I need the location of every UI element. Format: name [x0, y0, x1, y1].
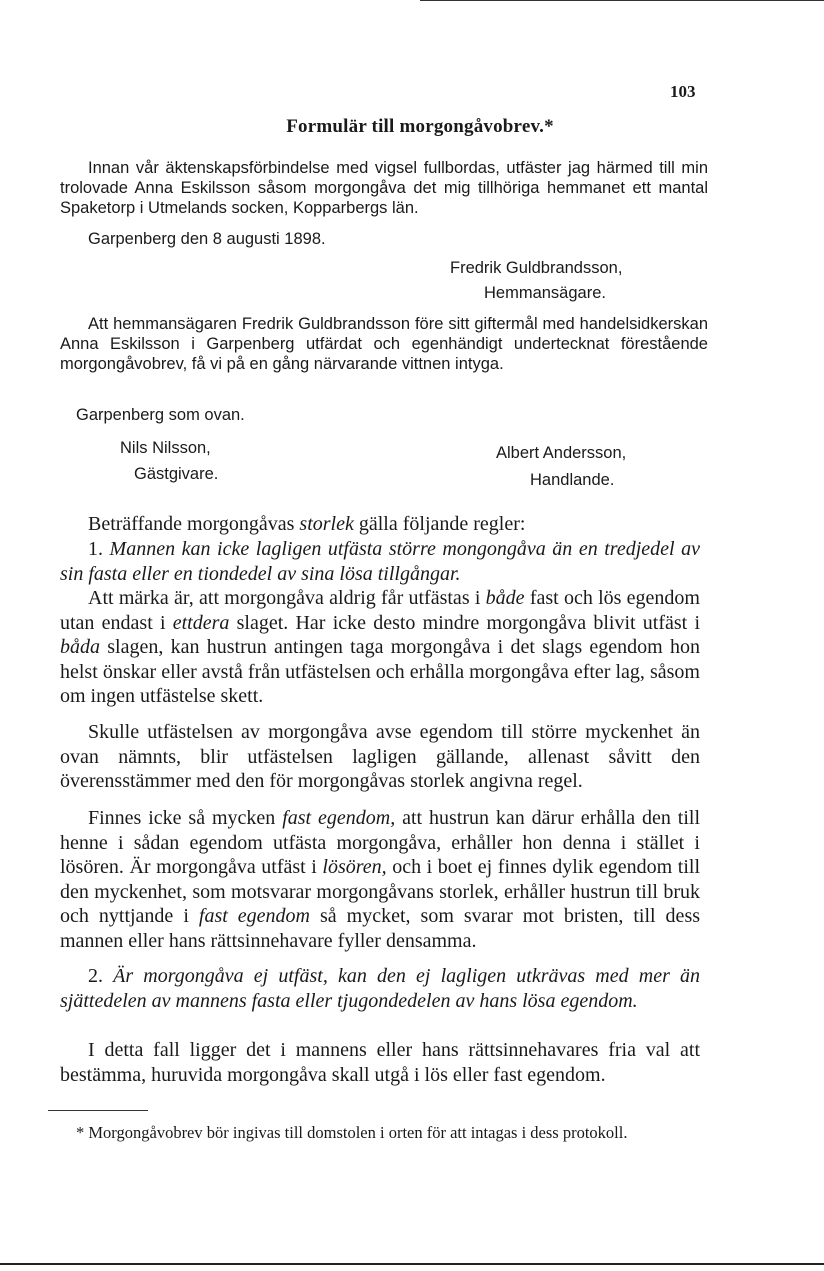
witness-2-name: Albert Andersson, — [496, 444, 627, 462]
footnote-divider — [48, 1110, 148, 1111]
p1-italic-bade: både — [485, 587, 525, 609]
signer-title: Hemmansägare. — [484, 284, 606, 302]
p3-text-a: Finnes icke så mycken — [88, 807, 283, 829]
footnote-text: Morgongåvobrev bör ingivas till domstolen i orten för att intagas i dess protokoll. — [84, 1123, 628, 1142]
rule-1 — [60, 537, 700, 586]
form-place-line: Garpenberg som ovan. — [76, 406, 245, 424]
rule-1-paragraph-1 — [60, 586, 700, 709]
intro-italic-storlek: storlek — [299, 513, 354, 535]
rule-2-text: Är morgongåva ej utfäst, kan den ej lagligen utkrävas med mer än sjättedelen av mannens fasta eller tjugondedelen av hans lösa egendom. — [60, 965, 701, 1012]
rules-intro — [60, 512, 700, 537]
p1-text-a: Att märka är, att morgongåva aldrig får utfästas i — [88, 587, 486, 609]
signer-name: Fredrik Guldbrandsson, — [450, 259, 623, 277]
rule-2-number: 2. — [88, 965, 103, 987]
p1-italic-bada: båda — [60, 636, 100, 659]
rule-2 — [60, 964, 700, 1013]
top-edge-line — [420, 0, 824, 1]
form-paragraph-pledge: Innan vår äktenskapsförbindelse med vigsel fullbordas, utfäster jag härmed till min trolovade Anna Eskilsson såsom morgongåva det mig tillhöriga hemmanet ett mantal Spaketorp i Utmelands socken, Kopparbergs län. — [60, 159, 708, 217]
p1-text-e: slaget. Har icke desto mindre morgongåva blivit utfäst i — [229, 611, 700, 634]
witness-1-title: Gästgivare. — [134, 465, 219, 483]
bottom-edge-line — [0, 1263, 824, 1265]
p3-italic-fast-egendom: fast egendom, — [282, 807, 396, 829]
p3-italic-losoren: lösören, — [322, 856, 387, 879]
p1-text-c: fast och lös egendom utan endast i — [60, 587, 700, 634]
rule-1-paragraph-3 — [60, 806, 700, 954]
footnote — [48, 1124, 698, 1142]
p1-italic-ettdera: ettdera — [172, 611, 230, 634]
p3-italic-fast-egendom-2: fast egendom — [198, 905, 310, 928]
form-date-line: Garpenberg den 8 augusti 1898. — [88, 230, 326, 248]
page-number: 103 — [670, 82, 696, 101]
rule-1-number: 1. — [88, 538, 103, 560]
p3-text-e: och i boet ej finnes dylik egendom till den myckenhet, som motsvarar morgongåvans storlek, erhåller hustrun till bruk och nyttjande i — [60, 856, 700, 928]
form-paragraph-attestation: Att hemmansägaren Fredrik Guldbrandsson före sitt giftermål med handelsidkerskan Anna Eskilsson i Garpenberg utfärdat och egenhändigt undertecknat förestående morgongåvobrev, få vi på en gång närvarande vittnen intyga. — [60, 315, 708, 373]
rule-2-paragraph: I detta fall ligger det i mannens eller hans rättsinnehavares fria val att bestämma, huruvida morgongåva skall utgå i lös eller fast egendom. — [60, 1039, 700, 1086]
intro-text-b: gälla följande regler: — [353, 513, 526, 535]
footnote-marker: * — [76, 1123, 85, 1142]
intro-text-a: Beträffande morgongåvas — [88, 513, 300, 535]
witness-1-name: Nils Nilsson, — [120, 439, 211, 457]
rule-1-paragraph-2: Skulle utfästelsen av morgongåva avse egendom till större myckenhet än ovan nämnts, blir utfästelsen lagligen gällande, allenast såvitt den överensstämmer med den för morgongåvas storlek angivna regel. — [60, 721, 700, 793]
page-title: Formulär till morgongåvobrev.* — [286, 116, 554, 137]
p3-text-g: så mycket, som svarar mot bristen, till dess mannen eller hans rättsinnehavare fyller densamma. — [60, 905, 701, 952]
p3-text-c: att hustrun kan därur erhålla den till henne i sådan egendom utfästa morgongåva, erhåller hon denna i stället i lösören. Är morgongåva utfäst i — [60, 807, 701, 879]
witness-2-title: Handlande. — [530, 471, 615, 489]
rule-1-text: Mannen kan icke lagligen utfästa större mongongåva än en tredjedel av sin fasta eller en tiondedel av sina lösa tillgångar. — [60, 538, 701, 585]
p1-text-g: slagen, kan hustrun antingen taga morgongåva i det slags egendom hon helst önskar eller avstå från utfästelsen och erhålla morgongåva efter lag, såsom om ingen utfästelse skett. — [60, 636, 700, 708]
